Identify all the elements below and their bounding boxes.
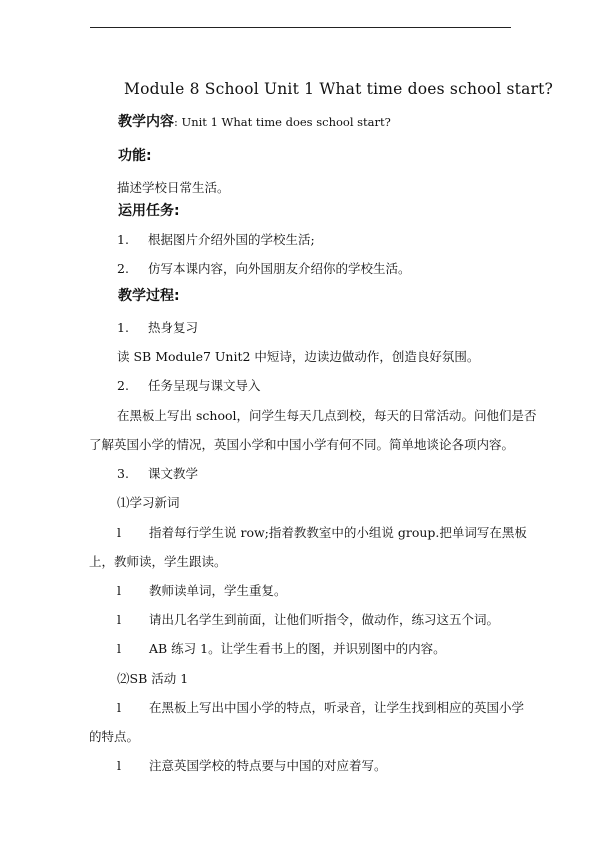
content-label: 教学内容 (118, 114, 174, 130)
task-item-1 (117, 232, 315, 248)
bullet-icon: l (117, 583, 121, 598)
step-3-title (117, 466, 198, 482)
process-heading: 教学过程: (118, 288, 180, 304)
step-2-title (117, 378, 261, 394)
step-2-text-line-1: 在黑板上写出 school，问学生每天几点到校，每天的日常活动。问他们是否 (117, 408, 537, 423)
item-text: 请出几名学生到前面，让他们听指令，做动作，练习这五个词。 (149, 612, 500, 627)
task-number: 1. (117, 232, 129, 247)
task-text: 根据图片介绍外国的学校生活; (148, 232, 315, 247)
tasks-heading: 运用任务: (118, 203, 180, 219)
subsection-2-item-1 (117, 700, 524, 716)
step-number: 3. (117, 466, 129, 481)
step-1-text: 读 SB Module7 Unit2 中短诗，边读边做动作，创造良好氛围。 (117, 349, 480, 364)
subsection-1-item-2 (117, 583, 287, 599)
step-title: 任务呈现与课文导入 (148, 378, 261, 393)
subsection-1-title: ⑴学习新词 (117, 495, 180, 510)
bullet-icon: l (117, 612, 121, 627)
task-number: 2. (117, 261, 129, 276)
step-1-title (117, 320, 198, 336)
bullet-icon: l (117, 758, 121, 773)
step-title: 热身复习 (148, 320, 199, 335)
step-title: 课文教学 (148, 466, 199, 481)
step-number: 2. (117, 378, 129, 393)
header-rule (90, 27, 511, 28)
subsection-1-item-4 (117, 641, 446, 657)
content-value: : Unit 1 What time does school start? (174, 115, 391, 129)
step-number: 1. (117, 320, 129, 335)
bullet-icon: l (117, 525, 121, 540)
item-text: AB 练习 1。让学生看书上的图，并识别图中的内容。 (149, 641, 446, 656)
bullet-icon: l (117, 641, 121, 656)
document-title: Module 8 School Unit 1 What time does school start? (124, 80, 554, 98)
item-text: 指着每行学生说 row;指着教教室中的小组说 group.把单词写在黑板 (149, 525, 527, 540)
item-text: 教师读单词，学生重复。 (149, 583, 287, 598)
content-heading (118, 114, 391, 130)
item-text: 在黑板上写出中国小学的特点，听录音，让学生找到相应的英国小学 (149, 700, 525, 715)
item-text: 注意英国学校的特点要与中国的对应着写。 (149, 758, 387, 773)
subsection-2-item-1-cont: 的特点。 (89, 729, 140, 744)
step-2-text-line-2: 了解英国小学的情况，英国小学和中国小学有何不同。简单地谈论各项内容。 (89, 437, 515, 452)
subsection-2-title: ⑵SB 活动 1 (117, 671, 189, 686)
subsection-1-item-1-cont: 上，教师读，学生跟读。 (89, 554, 227, 569)
bullet-icon: l (117, 700, 121, 715)
subsection-1-item-3 (117, 612, 499, 628)
task-text: 仿写本课内容，向外国朋友介绍你的学校生活。 (148, 261, 411, 276)
function-text: 描述学校日常生活。 (117, 180, 230, 195)
function-heading: 功能: (118, 148, 152, 164)
task-item-2 (117, 261, 411, 277)
subsection-1-item-1 (117, 525, 527, 541)
subsection-2-item-2 (117, 758, 387, 774)
